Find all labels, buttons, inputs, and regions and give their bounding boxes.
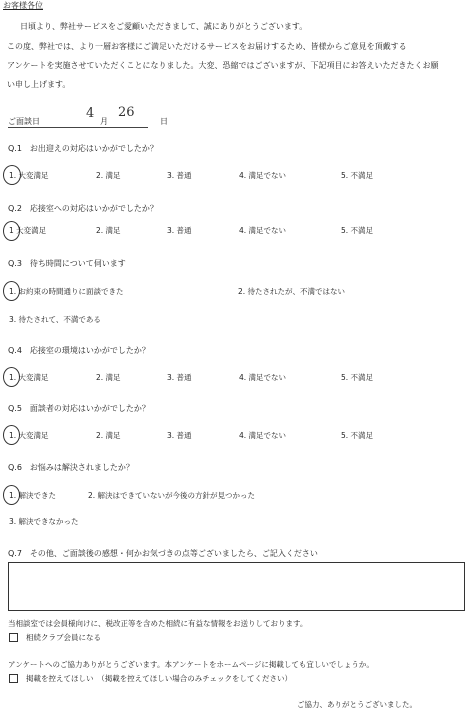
intro-line-3: アンケートを実施させていただくことになりました。大変、恐縮ではございますが、下記項目にお答えいただきたくお願 [7,61,439,70]
q5-option-2[interactable]: 2. 満足 [96,431,121,440]
q6-option-3[interactable]: 3. 解決できなかった [9,517,79,526]
date-label: ご面談日 [8,117,40,126]
info-text: 当相談室では会員様向けに、税改正等を含めた相続に有益な情報をお送りしております。 [8,619,308,628]
intro-line-1: 日頃より、弊社サービスをご愛顧いただきまして、誠にありがとうございます。 [20,22,308,31]
q3-option-2[interactable]: 2. 待たされたが、不満ではない [238,287,346,296]
publish-checkbox-label: 掲載を控えてほしい （掲載を控えてほしい場合のみチェックをしてください） [26,674,293,683]
intro-line-2: この度、弊社では、より一層お客様にご満足いただけるサービスをお届けするため、皆様からご意見を頂戴する [7,42,407,51]
q6-question: Q.6 お悩みは解決されましたか？ [8,463,134,472]
q2-option-4[interactable]: 4. 満足でない [239,226,287,235]
q4-option-2[interactable]: 2. 満足 [96,373,121,382]
q1-option-3[interactable]: 3. 普通 [167,171,192,180]
q5-question: Q.5 面談者の対応はいかがでしたか？ [8,404,150,413]
q5-option-3[interactable]: 3. 普通 [167,431,192,440]
membership-checkbox-label: 相続クラブ会員になる [26,633,101,642]
q1-option-1[interactable]: 1. 大変満足 [9,171,49,180]
q6-option-1[interactable]: 1. 解決できた [9,491,57,500]
greeting-heading: お客様各位 [3,1,43,10]
q1-option-2[interactable]: 2. 満足 [96,171,121,180]
q7-comment-box[interactable] [8,562,465,611]
q2-question: Q.2 応接室への対応はいかがでしたか？ [8,204,158,213]
date-day-value[interactable]: 26 [118,105,135,120]
publish-text: アンケートへのご協力ありがとうございます。本アンケートをホームページに掲載しても宜しいでしょうか。 [8,660,374,669]
date-month-unit: 月 [100,117,108,126]
date-underline [8,127,148,128]
q2-option-2[interactable]: 2. 満足 [96,226,121,235]
closing-text: ご協力、ありがとうございました。 [297,700,417,709]
q2-option-3[interactable]: 3. 普通 [167,226,192,235]
q7-question: Q.7 その他、ご面談後の感想・何かお気づきの点等ございましたら、ご記入ください [8,549,318,558]
q1-question: Q.1 お出迎えの対応はいかがでしたか？ [8,144,158,153]
q1-option-4[interactable]: 4. 満足でない [239,171,287,180]
q4-question: Q.4 応接室の環境はいかがでしたか？ [8,346,150,355]
q2-option-1[interactable]: 1 大変満足 [9,226,47,235]
q4-option-1[interactable]: 1. 大変満足 [9,373,49,382]
q5-option-5[interactable]: 5. 不満足 [341,431,374,440]
q4-option-4[interactable]: 4. 満足でない [239,373,287,382]
date-day-unit: 日 [160,117,168,126]
q6-option-2[interactable]: 2. 解決はできていないが今後の方針が見つかった [88,491,256,500]
q4-option-3[interactable]: 3. 普通 [167,373,192,382]
q5-option-4[interactable]: 4. 満足でない [239,431,287,440]
q3-option-1[interactable]: 1. お約束の時間通りに面談できた [9,287,124,296]
q2-option-5[interactable]: 5. 不満足 [341,226,374,235]
q5-option-1[interactable]: 1. 大変満足 [9,431,49,440]
q3-question: Q.3 待ち時間について伺います [8,259,126,268]
date-month-value[interactable]: 4 [86,106,95,121]
membership-checkbox[interactable] [9,633,18,642]
publish-checkbox[interactable] [9,674,18,683]
intro-line-4: い申し上げます。 [7,80,71,89]
q1-option-5[interactable]: 5. 不満足 [341,171,374,180]
q4-option-5[interactable]: 5. 不満足 [341,373,374,382]
q3-option-3[interactable]: 3. 待たされて、不満である [9,315,101,324]
